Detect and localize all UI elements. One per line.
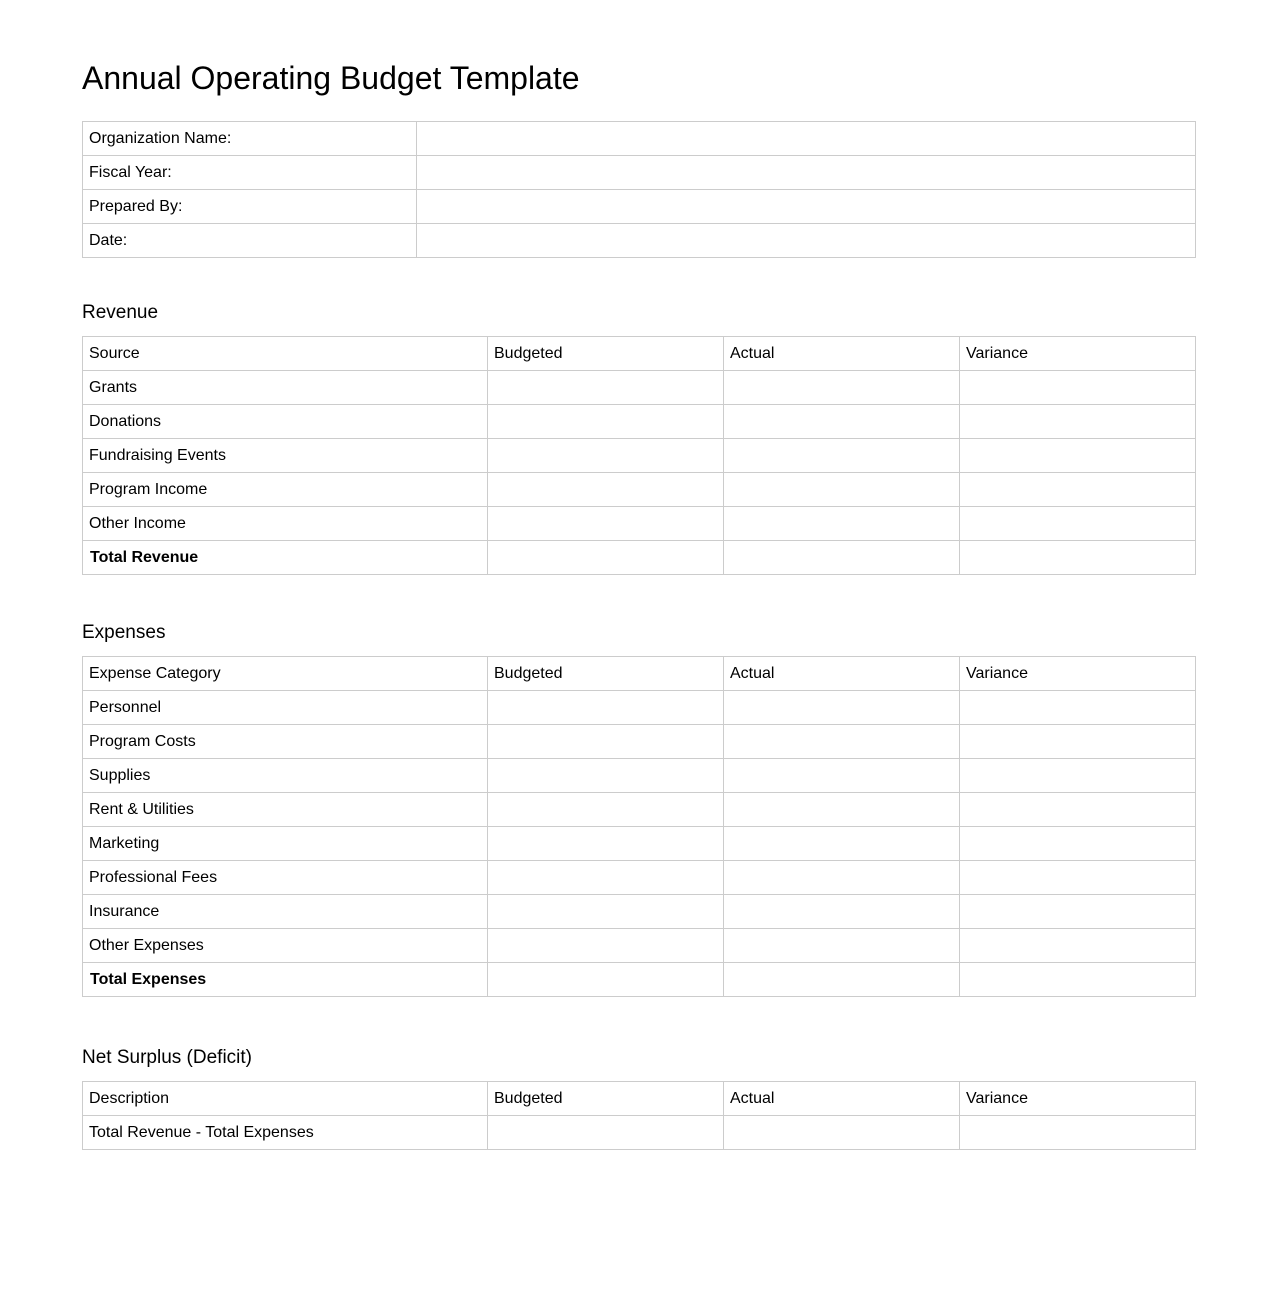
info-row bbox=[83, 156, 1196, 190]
column-header: Expense Category bbox=[83, 657, 488, 691]
table-row bbox=[83, 895, 1196, 929]
actual-cell[interactable] bbox=[724, 793, 960, 827]
variance-cell[interactable] bbox=[960, 793, 1196, 827]
row-label: Donations bbox=[83, 405, 488, 439]
row-label: Marketing bbox=[83, 827, 488, 861]
actual-cell[interactable] bbox=[724, 691, 960, 725]
row-label: Program Costs bbox=[83, 725, 488, 759]
row-label: Insurance bbox=[83, 895, 488, 929]
actual-cell[interactable] bbox=[724, 895, 960, 929]
table-row bbox=[83, 473, 1196, 507]
table-row bbox=[83, 439, 1196, 473]
actual-cell[interactable] bbox=[724, 439, 960, 473]
variance-cell[interactable] bbox=[960, 371, 1196, 405]
fiscal-year-field[interactable] bbox=[417, 156, 1196, 190]
column-header: Actual bbox=[724, 657, 960, 691]
column-header: Description bbox=[83, 1082, 488, 1116]
variance-cell[interactable] bbox=[960, 1116, 1196, 1150]
variance-cell[interactable] bbox=[960, 473, 1196, 507]
budgeted-cell[interactable] bbox=[488, 963, 724, 997]
actual-cell[interactable] bbox=[724, 405, 960, 439]
variance-cell[interactable] bbox=[960, 541, 1196, 575]
actual-cell[interactable] bbox=[724, 473, 960, 507]
budgeted-cell[interactable] bbox=[488, 473, 724, 507]
actual-cell[interactable] bbox=[724, 1116, 960, 1150]
column-header: Variance bbox=[960, 657, 1196, 691]
info-row bbox=[83, 190, 1196, 224]
table-row bbox=[83, 507, 1196, 541]
row-label: Fundraising Events bbox=[83, 439, 488, 473]
column-header: Source bbox=[83, 337, 488, 371]
table-row bbox=[83, 725, 1196, 759]
table-header-row bbox=[83, 1082, 1196, 1116]
table-row bbox=[83, 827, 1196, 861]
net-surplus-table bbox=[82, 1081, 1196, 1150]
total-label: Total Expenses bbox=[83, 963, 488, 997]
organization-name-field[interactable] bbox=[417, 122, 1196, 156]
row-label: Other Income bbox=[83, 507, 488, 541]
actual-cell[interactable] bbox=[724, 541, 960, 575]
table-row bbox=[83, 759, 1196, 793]
info-table bbox=[82, 121, 1196, 258]
variance-cell[interactable] bbox=[960, 405, 1196, 439]
row-label: Total Revenue - Total Expenses bbox=[83, 1116, 488, 1150]
actual-cell[interactable] bbox=[724, 725, 960, 759]
info-label: Date: bbox=[83, 224, 417, 258]
column-header: Variance bbox=[960, 337, 1196, 371]
total-row bbox=[83, 963, 1196, 997]
actual-cell[interactable] bbox=[724, 759, 960, 793]
actual-cell[interactable] bbox=[724, 861, 960, 895]
variance-cell[interactable] bbox=[960, 439, 1196, 473]
total-row bbox=[83, 541, 1196, 575]
budgeted-cell[interactable] bbox=[488, 405, 724, 439]
variance-cell[interactable] bbox=[960, 861, 1196, 895]
actual-cell[interactable] bbox=[724, 371, 960, 405]
budgeted-cell[interactable] bbox=[488, 895, 724, 929]
variance-cell[interactable] bbox=[960, 725, 1196, 759]
variance-cell[interactable] bbox=[960, 929, 1196, 963]
budgeted-cell[interactable] bbox=[488, 861, 724, 895]
column-header: Budgeted bbox=[488, 337, 724, 371]
table-row bbox=[83, 691, 1196, 725]
prepared-by-field[interactable] bbox=[417, 190, 1196, 224]
column-header: Actual bbox=[724, 337, 960, 371]
row-label: Supplies bbox=[83, 759, 488, 793]
budgeted-cell[interactable] bbox=[488, 793, 724, 827]
table-row bbox=[83, 861, 1196, 895]
budgeted-cell[interactable] bbox=[488, 759, 724, 793]
variance-cell[interactable] bbox=[960, 691, 1196, 725]
table-row bbox=[83, 405, 1196, 439]
actual-cell[interactable] bbox=[724, 929, 960, 963]
actual-cell[interactable] bbox=[724, 507, 960, 541]
row-label: Program Income bbox=[83, 473, 488, 507]
table-header-row bbox=[83, 657, 1196, 691]
variance-cell[interactable] bbox=[960, 507, 1196, 541]
table-row bbox=[83, 1116, 1196, 1150]
budgeted-cell[interactable] bbox=[488, 1116, 724, 1150]
expenses-table bbox=[82, 656, 1196, 997]
budgeted-cell[interactable] bbox=[488, 725, 724, 759]
budgeted-cell[interactable] bbox=[488, 371, 724, 405]
variance-cell[interactable] bbox=[960, 895, 1196, 929]
info-row bbox=[83, 224, 1196, 258]
budgeted-cell[interactable] bbox=[488, 541, 724, 575]
info-label: Fiscal Year: bbox=[83, 156, 417, 190]
actual-cell[interactable] bbox=[724, 963, 960, 997]
page-title: Annual Operating Budget Template bbox=[82, 60, 580, 96]
column-header: Budgeted bbox=[488, 1082, 724, 1116]
row-label: Rent & Utilities bbox=[83, 793, 488, 827]
row-label: Professional Fees bbox=[83, 861, 488, 895]
variance-cell[interactable] bbox=[960, 759, 1196, 793]
date-field[interactable] bbox=[417, 224, 1196, 258]
column-header: Budgeted bbox=[488, 657, 724, 691]
variance-cell[interactable] bbox=[960, 827, 1196, 861]
row-label: Other Expenses bbox=[83, 929, 488, 963]
revenue-table bbox=[82, 336, 1196, 575]
variance-cell[interactable] bbox=[960, 963, 1196, 997]
actual-cell[interactable] bbox=[724, 827, 960, 861]
total-label: Total Revenue bbox=[83, 541, 488, 575]
info-row bbox=[83, 122, 1196, 156]
info-label: Organization Name: bbox=[83, 122, 417, 156]
revenue-heading: Revenue bbox=[82, 302, 159, 323]
table-row bbox=[83, 793, 1196, 827]
column-header: Actual bbox=[724, 1082, 960, 1116]
table-row bbox=[83, 371, 1196, 405]
net-surplus-heading: Net Surplus (Deficit) bbox=[82, 1047, 252, 1068]
row-label: Personnel bbox=[83, 691, 488, 725]
expenses-heading: Expenses bbox=[82, 622, 166, 643]
budgeted-cell[interactable] bbox=[488, 507, 724, 541]
budgeted-cell[interactable] bbox=[488, 929, 724, 963]
budgeted-cell[interactable] bbox=[488, 439, 724, 473]
budgeted-cell[interactable] bbox=[488, 691, 724, 725]
column-header: Variance bbox=[960, 1082, 1196, 1116]
info-label: Prepared By: bbox=[83, 190, 417, 224]
table-row bbox=[83, 929, 1196, 963]
budgeted-cell[interactable] bbox=[488, 827, 724, 861]
row-label: Grants bbox=[83, 371, 488, 405]
table-header-row bbox=[83, 337, 1196, 371]
